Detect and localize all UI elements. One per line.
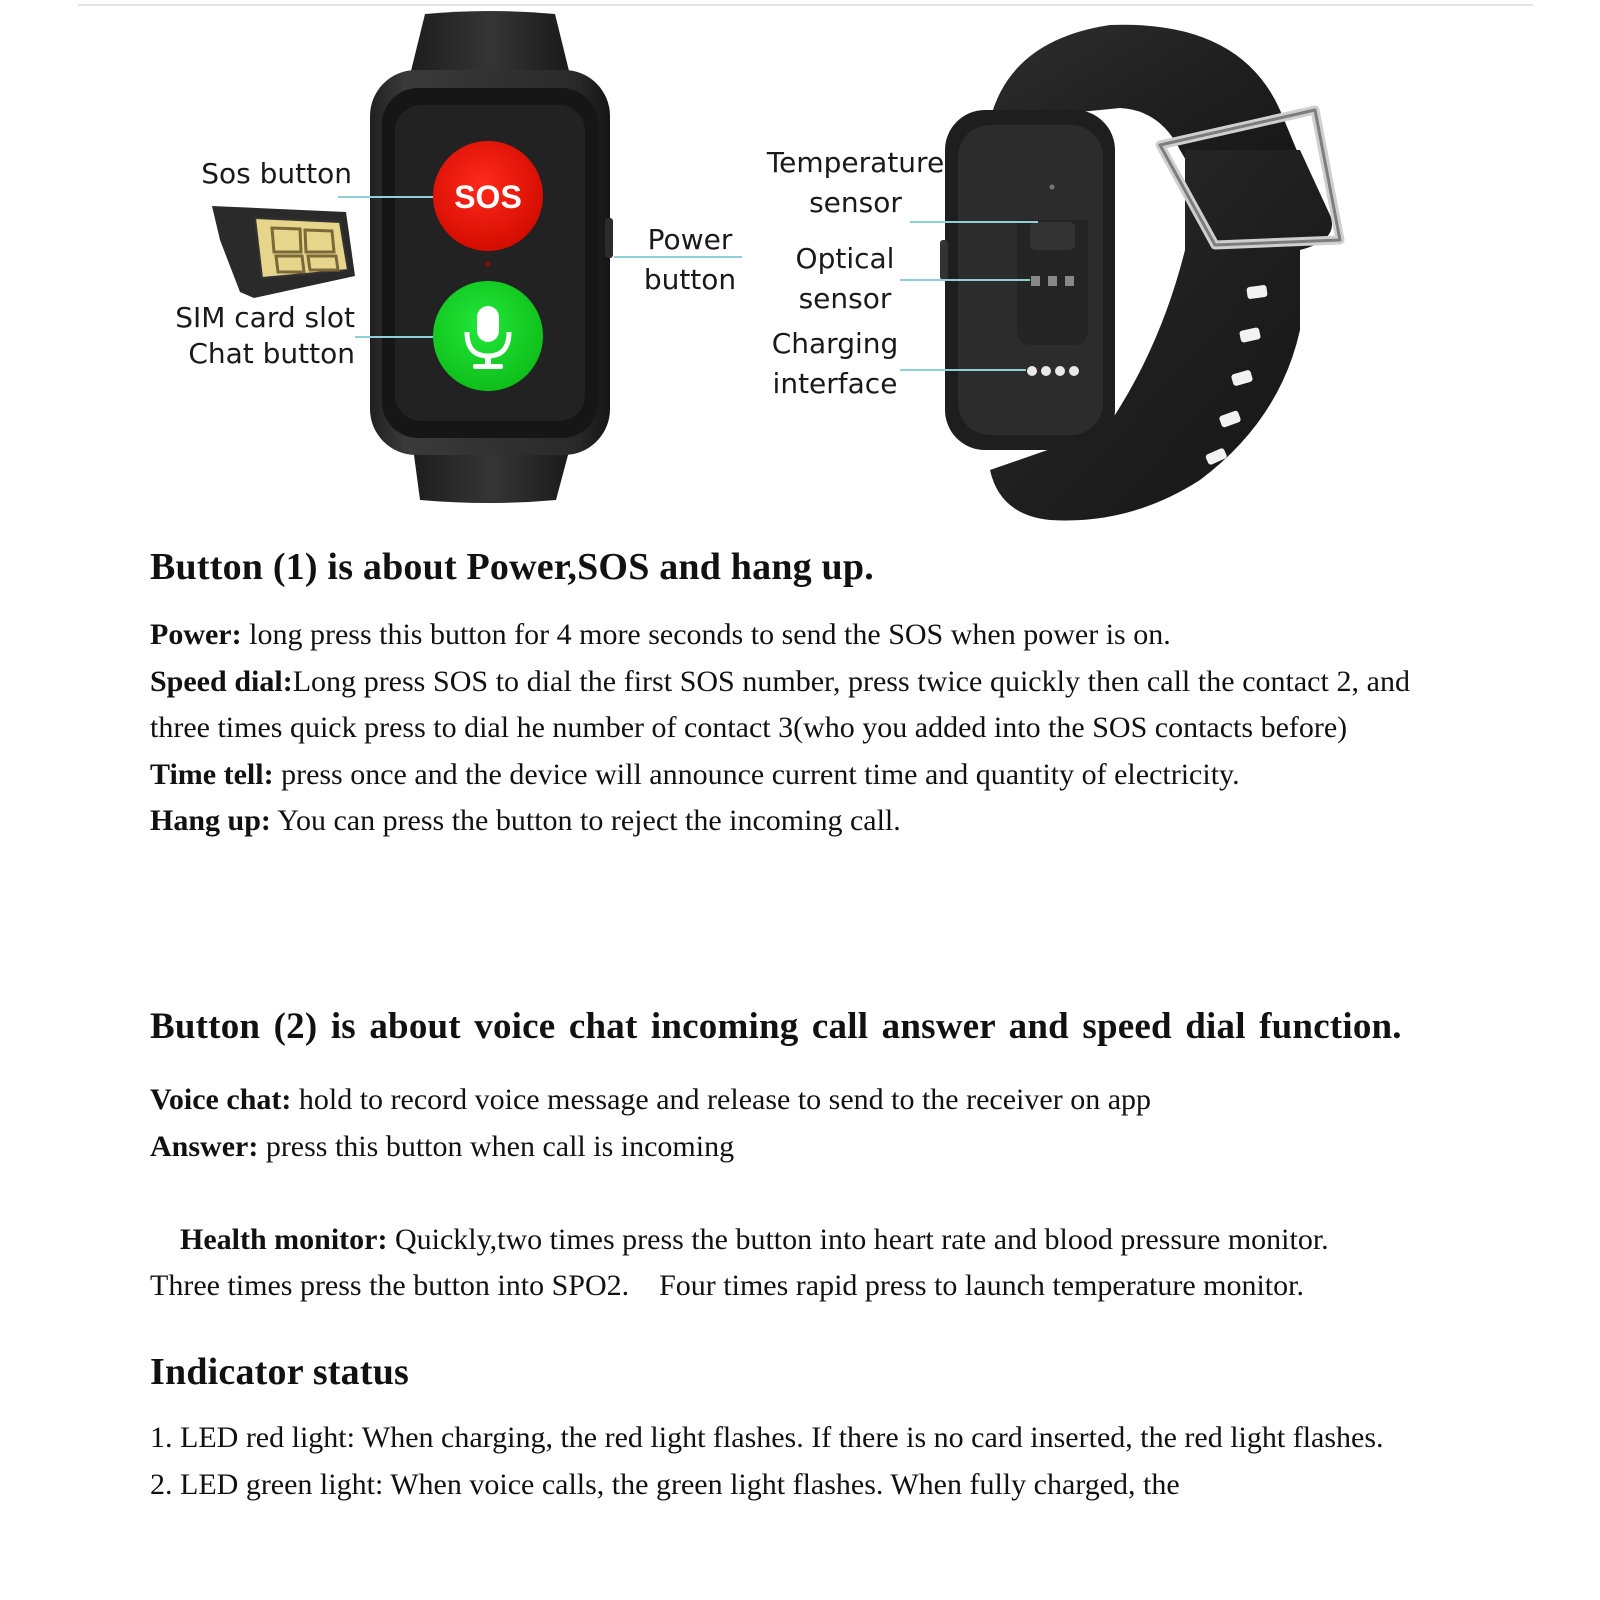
item-speed-dial <box>150 659 1410 752</box>
desc-speed-dial: Long press SOS to dial the first SOS number, press twice quickly then call the contact 2, and three times quick press to dial he number of contact 3(who you added into the SOS contacts before) <box>150 664 1410 744</box>
label-optical-sensor <box>770 239 920 319</box>
label-sim-card-slot-text: SIM card slot <box>175 301 355 334</box>
label-charging-line2: interface <box>772 367 898 400</box>
label-temperature-sensor <box>758 143 953 223</box>
desc-time-tell: press once and the device will announce current time and quantity of electricity. <box>273 757 1240 791</box>
label-optical-line1: Optical <box>795 242 895 275</box>
sos-face-label: SOS <box>454 179 522 215</box>
section3-body <box>150 1415 1390 1508</box>
item-answer <box>150 1124 1410 1171</box>
item-time-tell <box>150 752 1300 799</box>
label-temperature-line2: sensor <box>809 186 902 219</box>
section2-body <box>150 1077 1410 1356</box>
item-health-monitor <box>150 1170 1380 1356</box>
watch-back <box>940 25 1340 521</box>
desc-answer: press this button when call is incoming <box>258 1129 735 1163</box>
label-chat-button <box>120 334 355 374</box>
section1-body <box>150 612 1410 845</box>
label-power-button <box>630 220 750 300</box>
label-sim-card-slot <box>120 298 355 338</box>
term-voice-chat: Voice chat: <box>150 1083 292 1116</box>
section2-title: Button (2) is about voice chat incoming call answer and speed dial function. <box>150 1006 1402 1047</box>
label-power-line2: button <box>643 263 737 296</box>
indicator-item-2: 2. LED green light: When voice calls, the green light flashes. When fully charged, the <box>150 1467 1180 1501</box>
watch-front <box>370 11 613 503</box>
label-chat-button-text: Chat button <box>188 337 355 370</box>
section3-title: Indicator status <box>150 1351 410 1393</box>
label-power-line1: Power <box>647 223 733 256</box>
item-voice-chat <box>150 1077 1410 1124</box>
term-time-tell: Time tell: <box>150 757 274 791</box>
indicator-item-1: 1. LED red light: When charging, the red light flashes. If there is no card inserted, the red light flashes. <box>150 1421 1384 1454</box>
section1-title: Button (1) is about Power,SOS and hang up. <box>150 546 874 588</box>
desc-voice-chat: hold to record voice message and release to send to the receiver on app <box>291 1083 1152 1116</box>
label-sos-button-text: Sos button <box>201 157 352 190</box>
label-sos-button <box>150 154 352 194</box>
label-charging-line1: Charging <box>771 327 899 360</box>
item-power <box>150 612 1410 659</box>
label-charging-interface <box>760 324 910 404</box>
term-hang-up: Hang up: <box>150 804 271 837</box>
label-optical-line2: sensor <box>798 282 892 315</box>
item-hang-up <box>150 798 1410 845</box>
term-health-monitor: Health monitor: <box>180 1222 388 1256</box>
term-speed-dial: Speed dial: <box>150 664 293 698</box>
desc-health-monitor: Quickly,two times press the button into heart rate and blood pressure monitor. Three times press the button into SPO2. Four times rapid press to launch temperature monitor. <box>150 1222 1336 1302</box>
sim-tray <box>212 206 355 298</box>
desc-hang-up: You can press the button to reject the incoming call. <box>270 804 901 837</box>
label-temperature-line1: Temperature <box>766 146 945 179</box>
desc-power: long press this button for 4 more seconds to send the SOS when power is on. <box>241 618 1171 651</box>
term-answer: Answer: <box>150 1129 259 1163</box>
term-power: Power: <box>150 618 242 651</box>
